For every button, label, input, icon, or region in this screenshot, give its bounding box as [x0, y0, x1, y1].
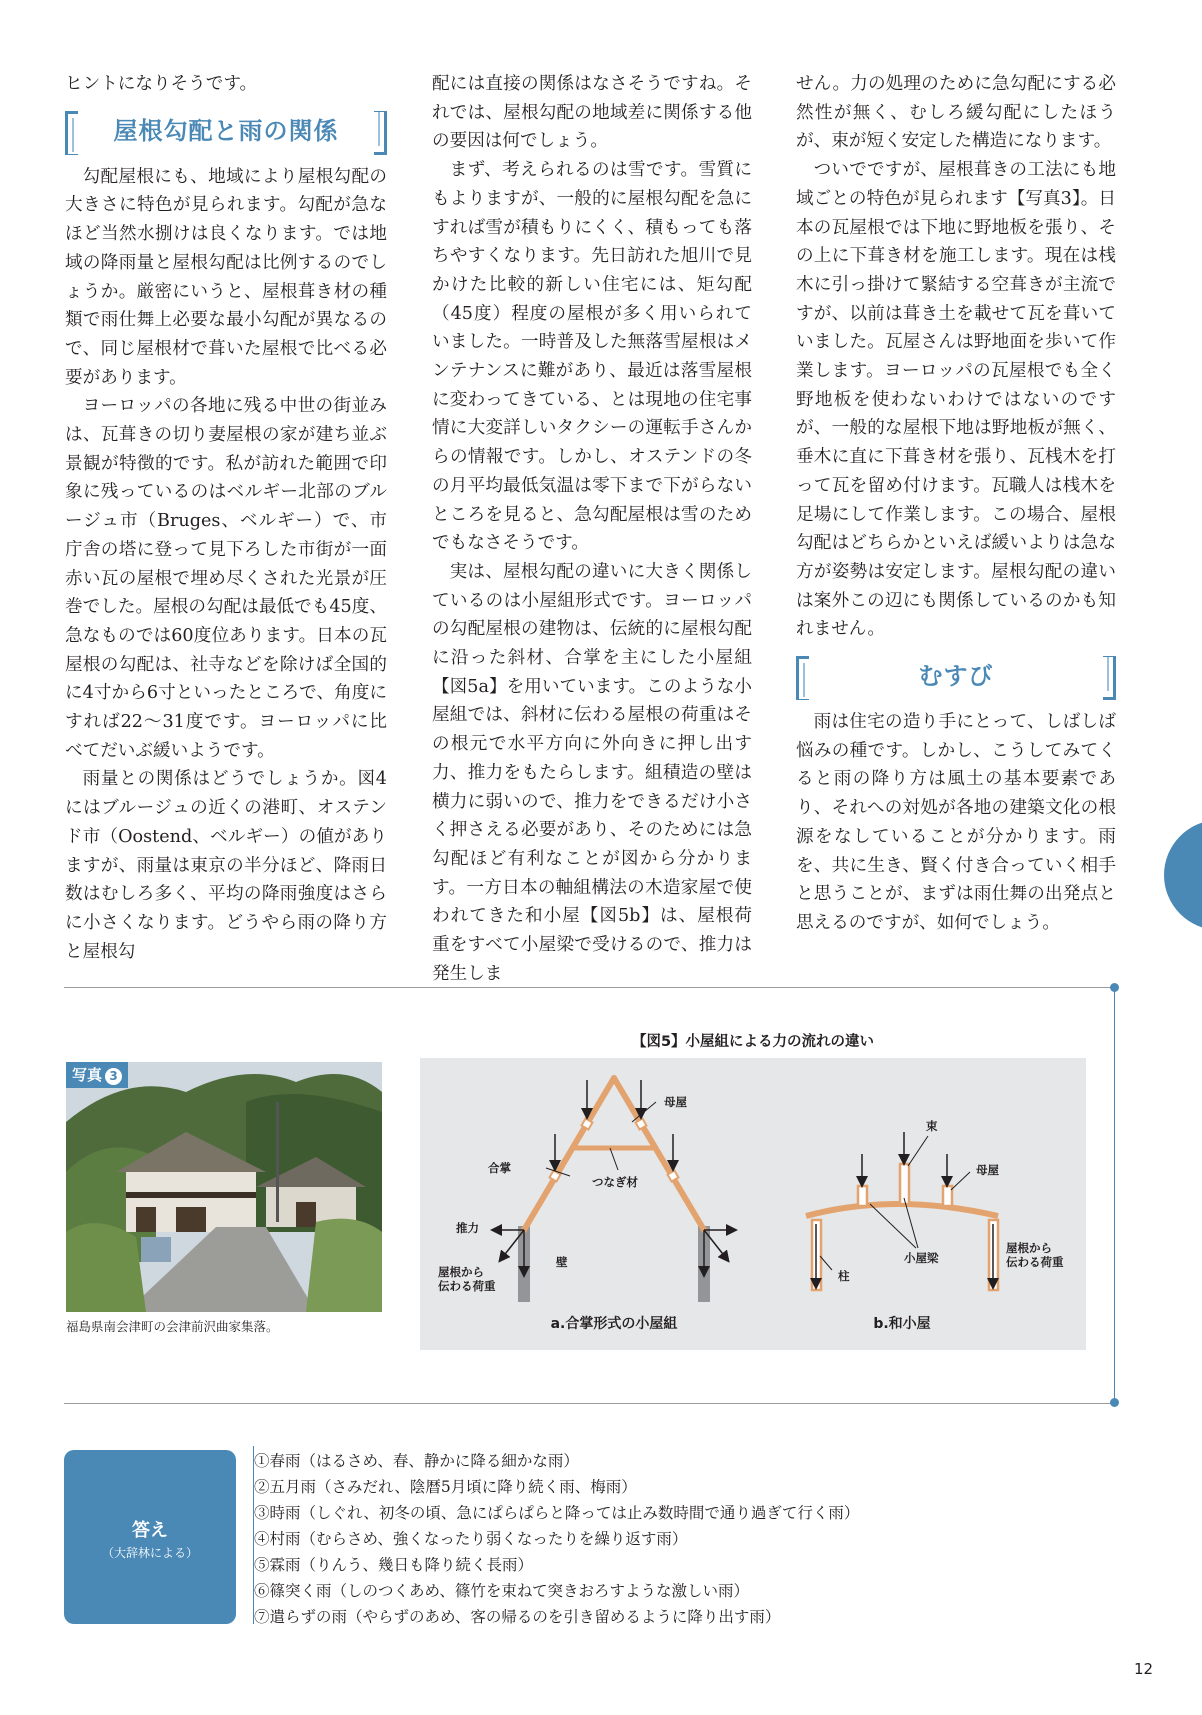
frame-dot [1110, 983, 1119, 992]
answer-list [254, 1448, 859, 1630]
figure-frame-accent-line [1114, 987, 1115, 1403]
answer-item: ⑤霖雨（りんう、幾日も降り続く長雨） [254, 1556, 534, 1574]
label-load-1: 屋根から [1006, 1241, 1052, 1255]
photo-label [66, 1062, 128, 1088]
answer-title: 答え [132, 1520, 168, 1541]
answer-item: ⑦遣らずの雨（やらずのあめ、客の帰るのを引き留めるように降り出す雨） [254, 1608, 781, 1626]
answer-subtitle: （大辞林による） [101, 1546, 198, 1560]
label-purlin: 母屋 [664, 1095, 687, 1109]
paragraph: ヒントになりそうです。 [65, 74, 258, 94]
leader-line [951, 1172, 970, 1190]
photo-number: 3 [105, 1068, 122, 1085]
side-tab-marker [1164, 820, 1202, 930]
paragraph: まず、考えられるのは雪です。雪質にもよりますが、一般的に屋根勾配を急にすれば雪が積もりにくく、積もっても落ちやすくなります。先日訪れた旭川で見かけた比較的新しい住宅には、矩勾配（45度）程度の屋根が多く用いられていました。一時普及した無落雪屋根はメンテナンスに難があり、最近は落雪屋根に変わってきている、とは現地の住宅事情に大変詳しいタクシーの運転手さんからの情報です。しかし、オステンドの冬の月平均最低気温は零下まで下がらないところを見ると、急勾配屋根は雪のためでもなさそうです。 [432, 160, 752, 554]
leader-line [908, 1136, 928, 1166]
paragraph: ついでですが、屋根葺きの工法にも地域ごとの特色が見られます【写真3】。日本の瓦屋根では下地に野地板を張り、その上に下葺き材を施工します。現在は桟木に引っ掛けて緊結する空葺きが主流ですが、以前は葺き土を載せて瓦を葺いていました。瓦屋さんは野地面を歩いて作業します。ヨーロッパの瓦屋根でも全く野地板を使わないわけではないのですが、一般的な屋根下地は野地板が無く、垂木に直に下葺き材を張り、瓦桟木を打って瓦を留め付けます。瓦職人は桟木を足場にして作業します。この場合、屋根勾配はどちらかといえば緩いよりは急な方が姿勢は安定します。屋根勾配の違いは案外この辺にも関係しているのかも知れません。 [796, 160, 1116, 640]
answer-item: ③時雨（しぐれ、初冬の頃、急にぱらぱらと降っては止み数時間で通り過ぎて行く雨） [254, 1504, 860, 1522]
photo-caption: 福島県南会津町の会津前沢曲家集落。 [66, 1319, 279, 1334]
label-load-2: 伝わる荷重 [438, 1279, 496, 1293]
figure-panel [420, 1058, 1086, 1350]
article-column-1 [65, 70, 387, 966]
figure-title: 【図5】小屋組による力の流れの違い [631, 1034, 875, 1050]
caption-b: b.和小屋 [873, 1316, 931, 1332]
frame-dot [1110, 1398, 1119, 1407]
answer-item: ①春雨（はるさめ、春、静かに降る細かな雨） [254, 1452, 579, 1470]
label-post: 柱 [838, 1269, 850, 1283]
photo-label-text: 写真 [72, 1066, 103, 1084]
label-rafter: 合掌 [488, 1161, 511, 1175]
section-heading-text: むすび [918, 661, 994, 691]
strut-left [858, 1186, 867, 1206]
paragraph: 雨量との関係はどうでしょうか。図4にはブルージュの近くの港町、オステンド市（Oostend、ベルギー）の値がありますが、雨量は東京の半分ほど、降雨日数はむしろ多く、平均の降雨強度はさらに小さくなります。どうやら雨の降り方と屋根勾 [65, 769, 387, 962]
label-strut: 束 [926, 1119, 938, 1133]
label-load-1: 屋根から [438, 1265, 484, 1279]
strut-right [943, 1186, 952, 1206]
label-tie: つなぎ材 [592, 1175, 638, 1189]
answer-item: ②五月雨（さみだれ、陰暦5月頃に降り続く雨、梅雨） [254, 1478, 637, 1496]
paragraph: 配には直接の関係はなさそうですね。それでは、屋根勾配の地域差に関係する他の要因は何でしょう。 [432, 74, 752, 152]
rafter-right [614, 1078, 704, 1230]
paragraph: せん。力の処理のために急勾配にする必然性が無く、むしろ緩勾配にしたほうが、束が短く安定した構造になります。 [796, 74, 1116, 152]
label-thrust: 推力 [456, 1221, 479, 1235]
photo-village [66, 1062, 382, 1312]
paragraph: 雨は住宅の造り手にとって、しばしば悩みの種です。しかし、こうしてみてくると雨の降り方は風土の基本要素であり、それへの対処が各地の建築文化の根源をなしていることが分かります。雨を、共に生き、賢く付き合っていく相手と思うことが、まずは雨仕舞の出発点と思えるのですが、如何でしょう。 [796, 712, 1116, 933]
label-tie-beam: 小屋梁 [904, 1251, 939, 1265]
heading-bracket-right [1103, 656, 1116, 700]
village-photo-illustration [66, 1062, 382, 1312]
article-column-3 [796, 70, 1116, 938]
diagram-a [438, 1078, 732, 1332]
leader-line [870, 1204, 916, 1248]
paragraph: 実は、屋根勾配の違いに大きく関係しているのは小屋組形式です。ヨーロッパの勾配屋根の建物は、伝統的に屋根勾配に沿った斜材、合掌を主にした小屋組【図5a】を用いています。このような小屋組では、斜材に伝わる屋根の荷重はその根元で水平方向に外向きに押し出す力、推力をもたらします。組積造の壁は横力に弱いので、推力をできるだけ小さく押さえる必要があり、そのためには急勾配ほど有利なことが図から分かります。一方日本の軸組構法の木造家屋で使われてきた和小屋【図5b】は、屋根荷重をすべて小屋梁で受けるので、推力は発生しま [432, 561, 752, 984]
rafter-left [524, 1078, 614, 1230]
diagram-b [806, 1119, 1064, 1332]
leader-line [610, 1148, 618, 1170]
answer-box [64, 1450, 236, 1624]
answer-item: ⑥篠突く雨（しのつくあめ、篠竹を束ねて突きおろすような激しい雨） [254, 1582, 749, 1600]
answer-item: ④村雨（むらさめ、強くなったり弱くなったりを繰り返す雨） [254, 1530, 688, 1548]
article-column-2 [432, 70, 752, 989]
section-heading-roof-pitch [65, 111, 387, 153]
paragraph: 勾配屋根にも、地域により屋根勾配の大きさに特色が見られます。勾配が急なほど当然水捌けは良くなります。では地域の降雨量と屋根勾配は比例するのでしょうか。厳密にいうと、屋根葺き材の種類で雨仕舞上必要な最小勾配が異なるので、同じ屋根材で葺いた屋根で比べる必要があります。 [65, 166, 387, 388]
label-purlin-b: 母屋 [976, 1163, 999, 1177]
truss-diagram [420, 1058, 1086, 1350]
heading-bracket-right [374, 111, 387, 155]
section-heading-text: 屋根勾配と雨の関係 [113, 115, 339, 145]
page-number: 12 [1134, 1660, 1154, 1678]
caption-a: a.合掌形式の小屋組 [550, 1316, 678, 1332]
tie-beam [806, 1204, 998, 1216]
label-load-2: 伝わる荷重 [1006, 1255, 1064, 1269]
label-wall: 壁 [556, 1255, 568, 1269]
section-heading-conclusion [796, 656, 1116, 698]
paragraph: ヨーロッパの各地に残る中世の街並みは、瓦葺きの切り妻屋根の家が建ち並ぶ景観が特徴的です。私が訪れた範囲で印象に残っているのはベルギー北部のブルージュ市（Bruges、ベルギー）で、市庁舎の塔に登って見下ろした市街が一面赤い瓦の屋根で埋め尽くされた光景が圧巻でした。屋根の勾配は最低でも45度、急なものでは60度位あります。日本の瓦屋根の勾配は、社寺などを除けば全国的に4寸から6寸といったところで、角度にすれば22～31度です。ヨーロッパに比べてだいぶ緩いようです。 [65, 396, 387, 761]
